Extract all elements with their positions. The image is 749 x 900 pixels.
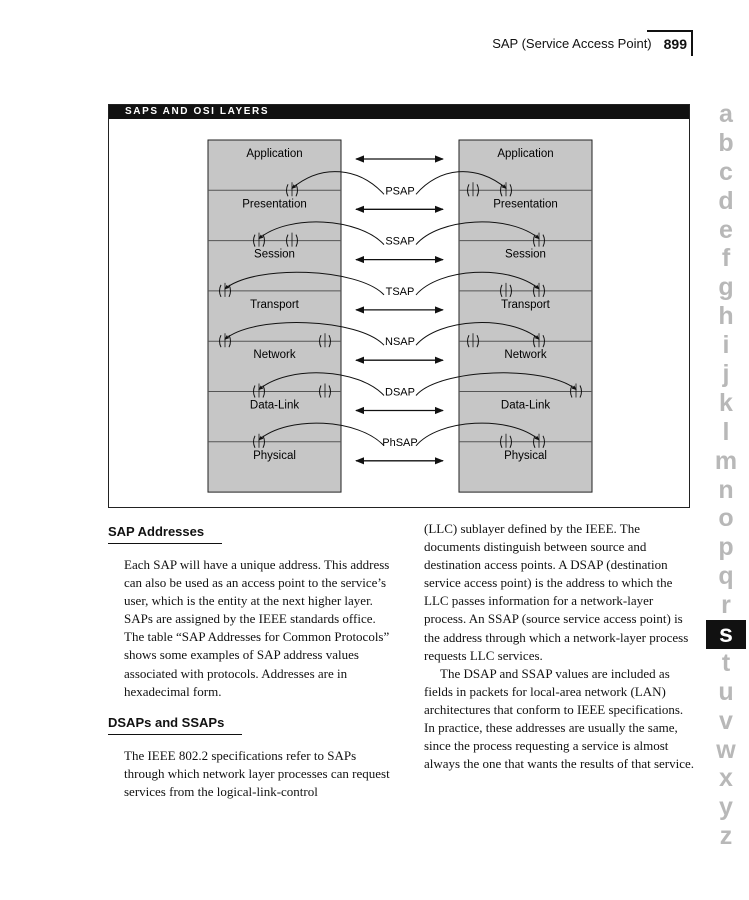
left-layer-presentation: Presentation <box>242 198 307 211</box>
thumb-tab-m: m <box>714 446 738 475</box>
figure-title: SAPS AND OSI LAYERS <box>109 105 689 119</box>
dsaps-paragraph-part2: (LLC) sublayer defined by the IEEE. The documents distinguish between source and destination access points. A DSAP (destination service access point) is the address to which the LLC passes information for a network-layer process. An SSAP (source service access point) is the address through which a network-layer process requests LLC services. <box>424 521 689 663</box>
thumb-tab-g: g <box>718 273 734 302</box>
left-column <box>108 520 396 801</box>
sap-label-tsap: TSAP <box>385 285 415 298</box>
thumb-tab-l: l <box>722 417 730 446</box>
thumb-tab-f: f <box>721 244 731 273</box>
running-head <box>492 33 691 55</box>
thumb-tab-b: b <box>718 128 734 157</box>
dsaps-paragraph-part1: The IEEE 802.2 specifications refer to SAPs through which network layer processes can request services from the logical-link-control <box>124 747 390 799</box>
sap-label-phsap: PhSAP <box>382 436 418 449</box>
left-layer-datalink: Data-Link <box>249 399 300 412</box>
sap-addresses-paragraph: Each SAP will have a unique address. This address can also be used as an access point to the service’s user, which is the entity at the next higher layer. SAPs are assigned by the IEEE standards office. The table “SAP Addresses for Common Protocols” shows some examples of SAP address values associated with protocols. Addresses are in hexadecimal form. <box>124 557 390 699</box>
page-number: 899 <box>663 36 687 52</box>
thumb-tab-w: w <box>716 735 736 764</box>
thumb-tab-d: d <box>718 186 734 215</box>
thumb-tab-r: r <box>721 591 731 620</box>
right-layer-application: Application <box>497 148 554 160</box>
right-layer-physical: Physical <box>504 449 547 462</box>
thumb-tab-e: e <box>719 215 733 244</box>
sap-label-psap: PSAP <box>385 185 415 198</box>
thumb-tab-s: s <box>706 620 746 649</box>
right-column <box>424 520 696 773</box>
right-layer-session: Session <box>505 248 546 261</box>
heading-dsaps-ssaps: DSAPs and SSAPs <box>108 711 242 735</box>
thumb-tab-t: t <box>721 648 731 677</box>
left-layer-application: Application <box>246 148 303 160</box>
thumb-tabs <box>706 100 746 851</box>
thumb-tab-x: x <box>719 764 733 793</box>
thumb-tab-a: a <box>719 99 733 128</box>
left-layer-network: Network <box>253 349 296 362</box>
right-layer-presentation: Presentation <box>493 198 558 211</box>
thumb-tab-y: y <box>719 793 733 822</box>
thumb-tab-z: z <box>719 822 733 851</box>
left-layer-physical: Physical <box>253 449 296 462</box>
thumb-tab-c: c <box>719 157 733 186</box>
osi-figure <box>108 104 690 508</box>
sap-label-dsap: DSAP <box>385 386 415 399</box>
right-layer-datalink: Data-Link <box>500 399 551 412</box>
thumb-tab-o: o <box>718 504 734 533</box>
thumb-tab-j: j <box>722 359 730 388</box>
thumb-tab-v: v <box>719 706 733 735</box>
left-layer-session: Session <box>254 248 295 261</box>
thumb-tab-i: i <box>722 331 730 360</box>
left-stack <box>208 140 341 492</box>
right-layer-network: Network <box>504 349 547 362</box>
thumb-tab-n: n <box>718 475 734 504</box>
dsaps-paragraph-2: The DSAP and SSAP values are included as fields in packets for local-area network (LAN) architectures that conform to IEEE specifications. In practice, these addresses are usually the same, since the process requesting a service is almost always the one that wants the results of that service. <box>424 665 695 772</box>
running-head-title: SAP (Service Access Point) <box>492 36 652 51</box>
thumb-tab-u: u <box>718 677 734 706</box>
right-layer-transport: Transport <box>501 298 550 311</box>
sap-label-nsap: NSAP <box>385 336 415 349</box>
osi-diagram <box>109 119 689 507</box>
left-layer-transport: Transport <box>250 298 299 311</box>
thumb-tab-q: q <box>718 562 734 591</box>
thumb-tab-p: p <box>718 533 734 562</box>
head-rule-horizontal <box>647 30 693 32</box>
thumb-tab-h: h <box>718 302 734 331</box>
head-rule-vertical <box>691 30 693 56</box>
sap-label-ssap: SSAP <box>385 235 415 248</box>
thumb-tab-k: k <box>719 388 733 417</box>
heading-sap-addresses: SAP Addresses <box>108 520 222 544</box>
right-stack <box>459 140 592 492</box>
